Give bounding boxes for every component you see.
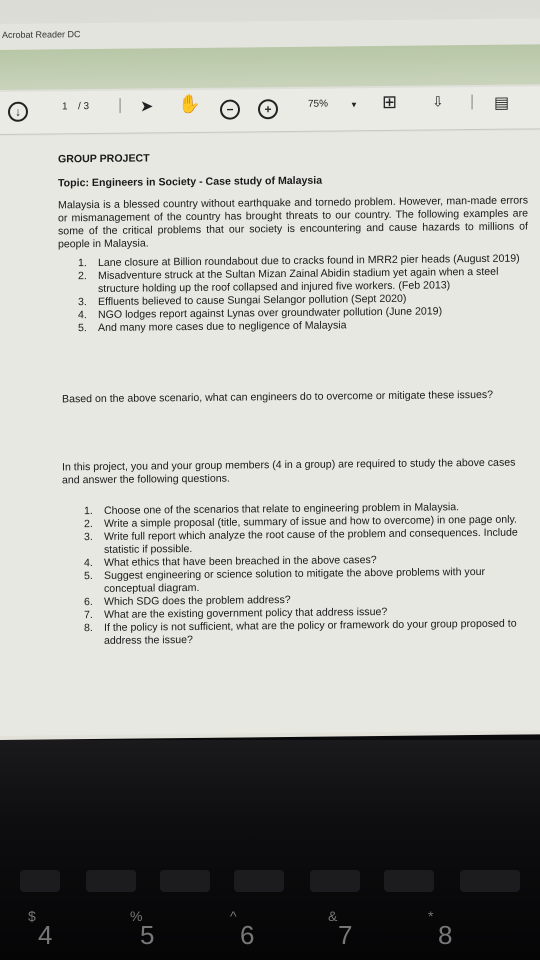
toolbar-divider-2: | [470, 93, 475, 111]
list-item-text: Write full report which analyze the root cause of the problem and consequences. Include statistic if possible. [104, 526, 518, 556]
list-item-number: 1. [84, 505, 93, 518]
list-item-number: 2. [78, 270, 87, 283]
list-item-text: Which SDG does the problem address? [104, 593, 291, 608]
hand-tool-icon[interactable]: ✋ [178, 93, 201, 115]
key-symbol: & [328, 908, 338, 924]
download-icon[interactable]: ↓ [8, 102, 28, 122]
list-item-text: What are the existing government policy that address issue? [104, 605, 388, 621]
list-item-number: 5. [84, 570, 93, 583]
key-5: 5 [140, 920, 155, 950]
pdf-page [0, 130, 540, 736]
list-item-text: Suggest engineering or science solution to mitigate the above problems with your conceptual diagram. [104, 565, 486, 595]
zoom-in-icon[interactable]: + [258, 99, 278, 119]
scroll-mode-icon[interactable]: ⇩ [432, 93, 444, 110]
key-symbol: $ [28, 908, 36, 924]
key-7: 7 [338, 920, 353, 950]
list-item-number: 4. [78, 309, 87, 322]
list-item-number: 8. [84, 622, 93, 635]
laptop-keyboard [0, 740, 540, 960]
list-item-number: 3. [78, 296, 87, 309]
app-title: Acrobat Reader DC [2, 29, 81, 40]
key-6: 6 [240, 920, 255, 950]
list-item-number: 1. [78, 257, 87, 270]
list-item-text: And many more cases due to negligence of Malaysia [98, 319, 347, 334]
f-key [234, 870, 284, 892]
comment-icon[interactable]: ▤ [494, 94, 510, 112]
list-item-number: 2. [84, 518, 93, 531]
doc-intro: Malaysia is a blessed country without earthquake and tornedo problem. However, man-made errors or mismanagement of the country has brought threats to our country. The following examples are some of the critical problems that our society is encountering and cause hazards to millions of people in Malaysia. [58, 194, 528, 251]
toolbar-divider: | [118, 96, 123, 114]
f-key [384, 870, 434, 892]
doc-topic: Topic: Engineers in Society - Case study of Malaysia [58, 174, 323, 190]
key-symbol: ^ [230, 908, 237, 924]
menu-bar [0, 44, 540, 90]
list-item-text: If the policy is not sufficient, what are the policy or framework do your group proposed to address the issue? [104, 617, 517, 647]
list-item-number: 6. [84, 596, 93, 609]
list-item-text: Misadventure struck at the Sultan Mizan Zainal Abidin stadium yet again when a steel structure holding up the roof collapsed and injured five workers. (Feb 2013) [98, 265, 499, 295]
list-item-number: 4. [84, 557, 93, 570]
doc-question: Based on the above scenario, what can engineers do to overcome or mitigate these issues? [62, 388, 494, 406]
f-key [310, 870, 360, 892]
page-total: / 3 [78, 101, 90, 113]
list-item-text: Write a simple proposal (title, summary of issue and how to overcome) in one page only. [104, 513, 517, 530]
key-4: 4 [38, 920, 53, 950]
f-key [20, 870, 60, 892]
page-current[interactable]: 1 [62, 101, 68, 113]
list-item-text: Choose one of the scenarios that relate to engineering problem in Malaysia. [104, 501, 460, 517]
zoom-level[interactable]: 75% [308, 98, 329, 110]
list-item-number: 3. [84, 531, 93, 544]
list-item-text: Lane closure at Billion roundabout due to cracks found in MRR2 pier heads (August 2019) [98, 252, 520, 269]
key-8: 8 [438, 920, 453, 950]
list-item [84, 618, 524, 649]
f-key [160, 870, 210, 892]
list-item-number: 7. [84, 609, 93, 622]
key-symbol: * [428, 908, 434, 924]
select-cursor-icon[interactable]: ➤ [140, 98, 154, 116]
doc-instructions: In this project, you and your group members (4 in a group) are required to study the above cases and answer the following questions. [62, 456, 516, 487]
list-item-text: Effluents believed to cause Sungai Selangor pollution (Sept 2020) [98, 292, 407, 308]
zoom-dropdown-icon[interactable]: ▼ [350, 100, 358, 110]
f-key [86, 870, 136, 892]
f-key [460, 870, 520, 892]
tasks-list [84, 501, 524, 649]
list-item-number: 5. [78, 322, 87, 335]
zoom-out-icon[interactable]: − [220, 99, 240, 119]
toolbar [0, 86, 540, 135]
doc-heading: GROUP PROJECT [58, 152, 150, 166]
key-symbol: % [130, 908, 143, 924]
fit-page-icon[interactable]: ⊞ [382, 91, 398, 112]
list-item-text: What ethics that have been breached in the above cases? [104, 554, 377, 569]
examples-list [78, 253, 523, 336]
list-item-text: NGO lodges report against Lynas over groundwater pollution (June 2019) [98, 305, 443, 321]
